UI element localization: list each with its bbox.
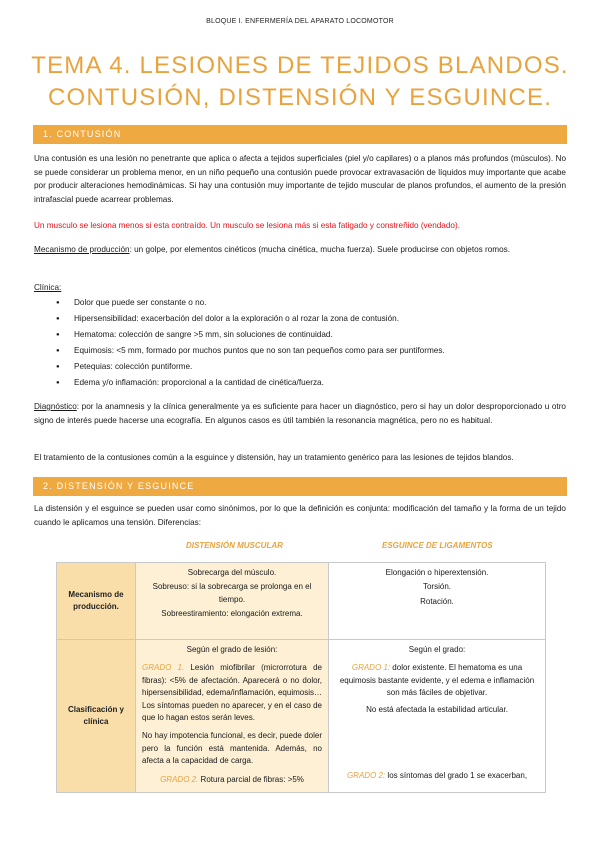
diagnostico-text: : por la anamnesis y la clínica generalmente ya es suficiente para hacer un diagnóstico, pero si hay un dolor desproporcionado u otro signo de interés puede hacerse una ecografía. En algunos casos es útil también la resonancia magnética, pero no es habitual. bbox=[34, 402, 566, 425]
comparison-table bbox=[56, 562, 546, 793]
grade-label: GRADO 1: bbox=[351, 663, 391, 673]
cell-line: Sobreestiramiento: elongación extrema. bbox=[161, 609, 303, 619]
title-line-2: CONTUSIÓN, DISTENSIÓN Y ESGUINCE. bbox=[47, 84, 553, 111]
grade-text: Rotura parcial de fibras: >5% bbox=[198, 774, 304, 784]
cell-esguince-clasificacion bbox=[329, 640, 546, 793]
grade-text: dolor existente. El hematoma es una equimosis bastante evidente, y el edema e inflamación son más fáciles de objetivar. bbox=[339, 663, 535, 698]
grade-1-block bbox=[335, 662, 539, 699]
grade-label: GRADO 1. bbox=[142, 663, 185, 673]
list-item: ● Edema y/o inflamación: proporcional a la cantidad de cinética/fuerza. bbox=[74, 375, 564, 391]
running-header: BLOQUE I. ENFERMERÍA DEL APARATO LOCOMOTOR bbox=[206, 18, 394, 25]
table-row bbox=[57, 640, 546, 793]
column-header-distension: DISTENSIÓN MUSCULAR bbox=[186, 541, 283, 550]
list-item: ● Hipersensibilidad: exacerbación del dolor a la exploración o al rozar la zona de contusión. bbox=[74, 311, 564, 327]
grade-1-block bbox=[142, 662, 322, 724]
grade-label: GRADO 2: bbox=[346, 771, 386, 781]
column-header-esguince: ESGUINCE DE LIGAMENTOS bbox=[382, 541, 493, 550]
grade-2-block bbox=[335, 770, 539, 782]
mechanism-paragraph bbox=[34, 243, 566, 257]
cell-line: Torsión. bbox=[422, 582, 451, 592]
grade-label: GRADO 2. bbox=[160, 774, 199, 784]
distension-intro: La distensión y el esguince se pueden usar como sinónimos, por lo que la definición es conjunta: modificación del tamaño y la forma de un tejido cuando le aplicamos una tensión. Diferencias: bbox=[34, 504, 566, 527]
section-2-heading: 2. DISTENSIÓN Y ESGUINCE bbox=[33, 477, 567, 496]
mechanism-text: : un golpe, por elementos cinéticos (mucha cinética, mucha fuerza). Suele producirse con objetos romos. bbox=[129, 245, 511, 254]
cell-heading: Según el grado: bbox=[408, 645, 466, 654]
cell-line: Sobrecarga del músculo. bbox=[187, 568, 277, 577]
cell-esguince-mechanism bbox=[329, 563, 546, 640]
contusion-warning: Un musculo se lesiona menos si esta contraído. Un musculo se lesiona más si esta fatigado y constreñido (vendado). bbox=[34, 221, 460, 230]
clinica-label: Clínica: bbox=[34, 283, 62, 292]
grade-text: los síntomas del grado 1 se exacerban, bbox=[385, 771, 528, 781]
page-title bbox=[0, 50, 600, 114]
clinica-list bbox=[34, 295, 564, 391]
grade-text: Lesión miofibrilar (microrrotura de fibras): <5% de afectación. Aparecerá o no dolor, hipersensibilidad, edema/inflamación, equimosis…Los síntomas pueden no aparecer, y en el caso de que lo hagan estos serán leves. bbox=[142, 663, 322, 723]
list-item: ● Hematoma: colección de sangre >5 mm, sin soluciones de continuidad. bbox=[74, 327, 564, 343]
contusion-intro: Una contusión es una lesión no penetrante que aplica o afecta a tejidos superficiales (piel y/o capilares) o a planos más profundos (músculos). No se puede considerar un problema menor, en un niño pequeño una contusión puede provocar extravasación de líquidos muy importante que acabe por producir alteraciones hemodinámicas. Si hay una contusión muy importante de tejido muscular de planos profundos, el aumento de la presión intrafascial puede acarrear problemas. bbox=[34, 154, 566, 204]
cell-heading: Según el grado de lesión: bbox=[186, 645, 278, 654]
list-item: ● Petequias: colección puntiforme. bbox=[74, 359, 564, 375]
section-1-heading: 1. CONTUSIÓN bbox=[33, 125, 567, 144]
mechanism-label: Mecanismo de producción bbox=[34, 245, 130, 254]
grade-1-extra: No está afectada la estabilidad articular. bbox=[366, 704, 508, 714]
cell-distension-clasificacion bbox=[136, 640, 329, 793]
cell-line: Sobreuso: si la sobrecarga se prolonga en el tiempo. bbox=[152, 582, 312, 604]
grade-1-extra: No hay impotencia funcional, es decir, puede doler pero la función está mantenida. Además, no afecta a la capacidad de carga. bbox=[142, 731, 322, 766]
list-item: ● Equimosis: <5 mm, formado por muchos puntos que no son tan pequeños como para ser puntiformes. bbox=[74, 343, 564, 359]
grade-2-block bbox=[142, 774, 322, 786]
cell-line: Elongación o hiperextensión. bbox=[385, 568, 489, 577]
cell-distension-mechanism bbox=[136, 563, 329, 640]
table-row bbox=[57, 563, 546, 640]
list-item: ● Dolor que puede ser constante o no. bbox=[74, 295, 564, 311]
diagnostico-paragraph bbox=[34, 400, 566, 427]
diagnostico-label: Diagnóstico bbox=[34, 402, 77, 411]
title-line-1: TEMA 4. LESIONES DE TEJIDOS BLANDOS. bbox=[31, 52, 569, 79]
row-label-mechanism: Mecanismo de producción. bbox=[57, 563, 136, 640]
row-label-clasificacion: Clasificación y clínica bbox=[57, 640, 136, 793]
treatment-paragraph: El tratamiento de la contusiones común a la esguince y distensión, hay un tratamiento genérico para las lesiones de tejidos blandos. bbox=[34, 453, 514, 462]
cell-line: Rotación. bbox=[420, 596, 454, 606]
